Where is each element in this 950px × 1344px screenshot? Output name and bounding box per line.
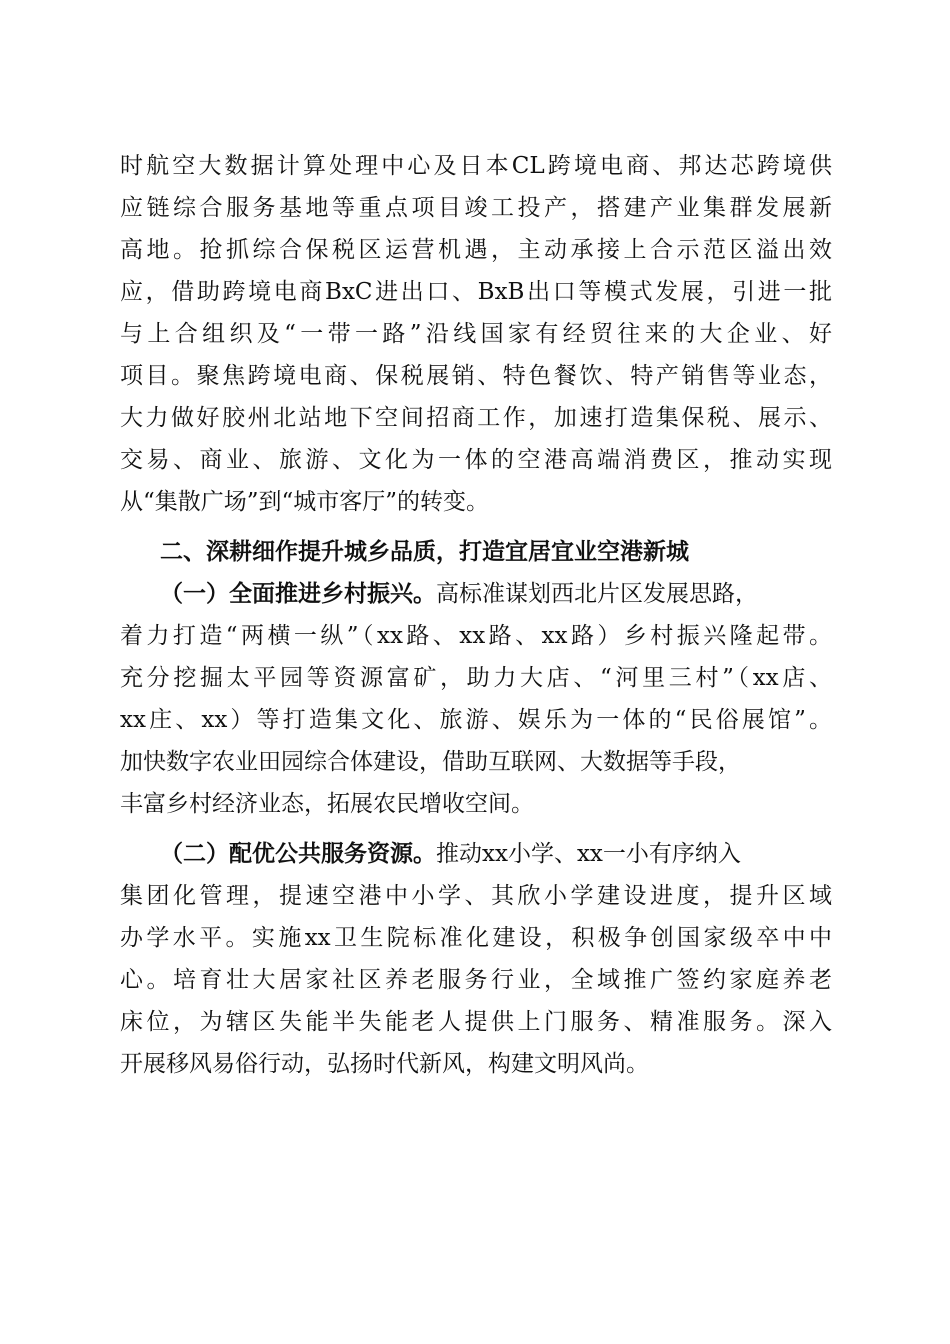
body-text-line: 床位，为辖区失能半失能老人提供上门服务、精准服务。深入: [120, 1009, 832, 1035]
body-text-line: 充分挖掘太平园等资源富矿，助力大店、“河里三村”（xx店、: [120, 665, 832, 691]
subsection-first-line: [120, 833, 832, 875]
body-text-line: 集团化管理，提速空港中小学、其欣小学建设进度，提升区域: [120, 883, 832, 909]
subsection-first-line: [120, 573, 832, 615]
subsection-title: （二）配优公共服务资源。: [160, 841, 436, 867]
body-text-line: 办学水平。实施xx卫生院标准化建设，积极争创国家级卒中中: [120, 925, 832, 951]
body-text: 推动xx小学、xx一小有序纳入: [436, 841, 741, 867]
subsection-title: （一）全面推进乡村振兴。: [160, 581, 436, 607]
body-text-line: 大力做好胶州北站地下空间招商工作，加速打造集保税、展示、: [120, 405, 832, 431]
body-text-line: 从“集散广场”到“城市客厅”的转变。: [120, 489, 490, 515]
body-text-line: 应，借助跨境电商BxC进出口、BxB出口等模式发展，引进一批: [120, 279, 832, 305]
body-text-line: 加快数字农业田园综合体建设，借助互联网、大数据等手段，: [120, 749, 741, 775]
body-text-line: 交易、商业、旅游、文化为一体的空港高端消费区，推动实现: [120, 447, 832, 473]
body-text-line: 应链综合服务基地等重点项目竣工投产，搭建产业集群发展新: [120, 195, 832, 221]
section-heading: 二、深耕细作提升城乡品质，打造宜居宜业空港新城: [160, 539, 689, 565]
body-text-line: 与上合组织及“一带一路”沿线国家有经贸往来的大企业、好: [120, 321, 832, 347]
body-text-line: 时航空大数据计算处理中心及日本CL跨境电商、邦达芯跨境供: [120, 153, 832, 179]
body-text-line: 项目。聚焦跨境电商、保税展销、特色餐饮、特产销售等业态，: [120, 363, 832, 389]
body-text-line: 高地。抢抓综合保税区运营机遇，主动承接上合示范区溢出效: [120, 237, 832, 263]
body-text-line: 丰富乡村经济业态，拓展农民增收空间。: [120, 791, 534, 817]
body-text-line: 心。培育壮大居家社区养老服务行业，全域推广签约家庭养老: [120, 967, 832, 993]
body-text-line: xx庄、xx）等打造集文化、旅游、娱乐为一体的“民俗展馆”。: [120, 707, 832, 733]
body-text: 高标准谋划西北片区发展思路，: [436, 581, 758, 607]
body-text-line: 着力打造“两横一纵”（xx路、xx路、xx路）乡村振兴隆起带。: [120, 623, 832, 649]
document-body: [120, 145, 832, 1085]
body-text-line: 开展移风易俗行动，弘扬时代新风，构建文明风尚。: [120, 1051, 649, 1077]
